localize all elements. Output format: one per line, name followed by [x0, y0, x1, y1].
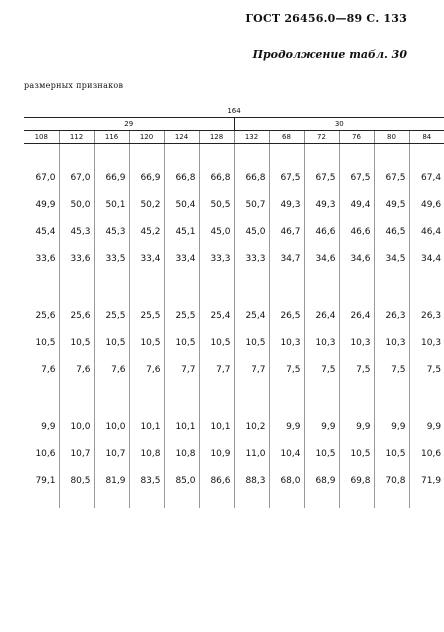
- column-header: 76: [339, 131, 374, 144]
- table-cell: 26,5: [269, 302, 304, 329]
- table-cell: 45,0: [234, 218, 269, 245]
- table-cell: 10,5: [199, 329, 234, 356]
- table-cell: 33,5: [94, 245, 129, 272]
- column-header: 128: [199, 131, 234, 144]
- column-header: 112: [59, 131, 94, 144]
- table-cell: 10,5: [129, 329, 164, 356]
- table-cell: 34,5: [374, 245, 409, 272]
- table-cell: 10,5: [339, 440, 374, 467]
- table-cell: 81,9: [94, 467, 129, 494]
- table-row: [24, 329, 444, 356]
- table-cell: 7,5: [426, 364, 442, 375]
- table-cell: 10,3: [374, 329, 409, 356]
- table-cell: 10,8: [129, 440, 164, 467]
- table-cell: 66,8: [234, 164, 269, 191]
- table-cell: 9,9: [269, 413, 304, 440]
- table-cell: 7,5: [269, 356, 304, 383]
- table-row: [24, 356, 444, 383]
- table-cell: 33,6: [24, 245, 59, 272]
- table-cell: 7,7: [164, 356, 199, 383]
- table-cell: 10,3: [269, 329, 304, 356]
- column-header: 108: [24, 131, 59, 144]
- table-cell: 7,7: [234, 356, 269, 383]
- table-cell: 45,1: [164, 218, 199, 245]
- table-cell: 66,9: [94, 164, 129, 191]
- table-cell: 88,3: [234, 467, 269, 494]
- table-cell: 9,9: [339, 413, 374, 440]
- table-row: [24, 440, 444, 467]
- table-cell: 10,8: [164, 440, 199, 467]
- table-cell: 45,0: [199, 218, 234, 245]
- table-cell: 10,9: [199, 440, 234, 467]
- table-cell: 26,4: [339, 302, 374, 329]
- table-cell: 10,3: [339, 329, 374, 356]
- table-cell: 10,5: [234, 329, 269, 356]
- table-caption: размерных признаков: [24, 81, 124, 90]
- table-cell: 49,9: [24, 191, 59, 218]
- table-cell: 69,8: [339, 467, 374, 494]
- table-cell: 50,7: [234, 191, 269, 218]
- table-cell: 10,3: [421, 337, 442, 348]
- table-row: [24, 164, 444, 191]
- column-header: 80: [374, 131, 409, 144]
- table-row: [24, 467, 444, 494]
- column-header: 84: [409, 131, 444, 144]
- table-cell: 7,5: [374, 356, 409, 383]
- table-cell: 10,0: [59, 413, 94, 440]
- table-cell: 33,3: [199, 245, 234, 272]
- column-header: 116: [94, 131, 129, 144]
- table-cell: 10,5: [164, 329, 199, 356]
- table-cell: 10,7: [59, 440, 94, 467]
- table-cell: 25,5: [129, 302, 164, 329]
- table-cell: 68,9: [304, 467, 339, 494]
- table-cell: 80,5: [59, 467, 94, 494]
- table-cell: 25,6: [59, 302, 94, 329]
- table-cell: 46,6: [339, 218, 374, 245]
- table-cell: 11,0: [234, 440, 269, 467]
- table-cell: 10,5: [59, 329, 94, 356]
- table-cell: 25,4: [199, 302, 234, 329]
- table-cell: 50,5: [199, 191, 234, 218]
- table-cell: 25,5: [94, 302, 129, 329]
- table-cell: 49,4: [339, 191, 374, 218]
- table-cell: 50,2: [129, 191, 164, 218]
- table-cell: 34,6: [304, 245, 339, 272]
- table-row: [24, 218, 444, 245]
- table-cell: 9,9: [24, 413, 59, 440]
- table-cell: 9,9: [374, 413, 409, 440]
- table-cell: 67,5: [339, 164, 374, 191]
- table-cell: 26,4: [304, 302, 339, 329]
- table-cell: 9,9: [304, 413, 339, 440]
- table-cell: 7,7: [199, 356, 234, 383]
- table-cell: 7,5: [339, 356, 374, 383]
- table-cell: 67,0: [59, 164, 94, 191]
- table-cell: 34,7: [269, 245, 304, 272]
- table-cell: 34,4: [421, 253, 442, 264]
- table-cell: 34,6: [339, 245, 374, 272]
- table-cell: 33,4: [164, 245, 199, 272]
- table-cell: 10,4: [269, 440, 304, 467]
- table-cell: 70,8: [374, 467, 409, 494]
- table-cell: 10,0: [94, 413, 129, 440]
- table-row: [24, 413, 444, 440]
- table-cell: 49,3: [269, 191, 304, 218]
- table-cell: 7,6: [24, 356, 59, 383]
- table-cell: 50,0: [59, 191, 94, 218]
- table-cell: 10,1: [164, 413, 199, 440]
- table-cell: 67,0: [24, 164, 59, 191]
- table-cell: 10,1: [199, 413, 234, 440]
- table-cell: 49,6: [421, 199, 442, 210]
- table-cell: 66,8: [164, 164, 199, 191]
- table-cell: 68,0: [269, 467, 304, 494]
- column-header: 68: [269, 131, 304, 144]
- column-header: 124: [164, 131, 199, 144]
- table-cell: 7,5: [304, 356, 339, 383]
- column-header: 132: [234, 131, 269, 144]
- table-cell: 67,5: [374, 164, 409, 191]
- table-cell: 26,3: [374, 302, 409, 329]
- table-cell: 50,1: [94, 191, 129, 218]
- table-cell: 79,1: [24, 467, 59, 494]
- table-cell: 67,5: [304, 164, 339, 191]
- table-cell: 86,6: [199, 467, 234, 494]
- table-cell: 7,6: [94, 356, 129, 383]
- table-cell: 10,7: [94, 440, 129, 467]
- table-cell: 10,5: [304, 440, 339, 467]
- table-cell: 26,3: [421, 310, 442, 321]
- table-cell: 10,6: [24, 440, 59, 467]
- column-header: 120: [129, 131, 164, 144]
- table-cell: 25,5: [164, 302, 199, 329]
- table-cell: 25,6: [24, 302, 59, 329]
- table-row: [24, 245, 444, 272]
- table-cell: 46,7: [269, 218, 304, 245]
- table-cell: 67,4: [421, 172, 442, 183]
- table-cell: 71,9: [421, 475, 442, 486]
- table-cell: 45,3: [94, 218, 129, 245]
- table-row: [24, 302, 444, 329]
- header-group-30: 30: [234, 118, 444, 131]
- table-cell: 10,6: [421, 448, 442, 459]
- table-cell: 10,5: [94, 329, 129, 356]
- table-cell: 10,2: [234, 413, 269, 440]
- table-cell: 49,5: [374, 191, 409, 218]
- table-cell: 33,3: [234, 245, 269, 272]
- table-cell: 50,4: [164, 191, 199, 218]
- table-cell: 45,4: [24, 218, 59, 245]
- table-cell: 66,9: [129, 164, 164, 191]
- table-cell: 67,5: [269, 164, 304, 191]
- table-continuation-label: Продолжение табл. 30: [252, 48, 407, 61]
- table-cell: 10,1: [129, 413, 164, 440]
- table-cell: 85,0: [164, 467, 199, 494]
- header-height-164: 164: [24, 105, 444, 118]
- table-row: [24, 191, 444, 218]
- table-cell: 7,6: [129, 356, 164, 383]
- table-cell: 7,6: [59, 356, 94, 383]
- table-cell: 45,2: [129, 218, 164, 245]
- table-cell: 46,4: [421, 226, 442, 237]
- table-cell: 83,5: [129, 467, 164, 494]
- table-cell: 10,3: [304, 329, 339, 356]
- table-cell: 10,5: [374, 440, 409, 467]
- table-cell: 33,4: [129, 245, 164, 272]
- table-cell: 10,5: [24, 329, 59, 356]
- data-table: [24, 105, 444, 508]
- header-group-29: 29: [24, 118, 234, 131]
- table-cell: 46,5: [374, 218, 409, 245]
- table-cell: 49,3: [304, 191, 339, 218]
- table-cell: 46,6: [304, 218, 339, 245]
- table-cell: 45,3: [59, 218, 94, 245]
- page-header: ГОСТ 26456.0—89 С. 133: [245, 12, 407, 25]
- column-header: 72: [304, 131, 339, 144]
- table-cell: 33,6: [59, 245, 94, 272]
- table-cell: 25,4: [234, 302, 269, 329]
- table-cell: 66,8: [199, 164, 234, 191]
- table-cell: 9,9: [426, 421, 442, 432]
